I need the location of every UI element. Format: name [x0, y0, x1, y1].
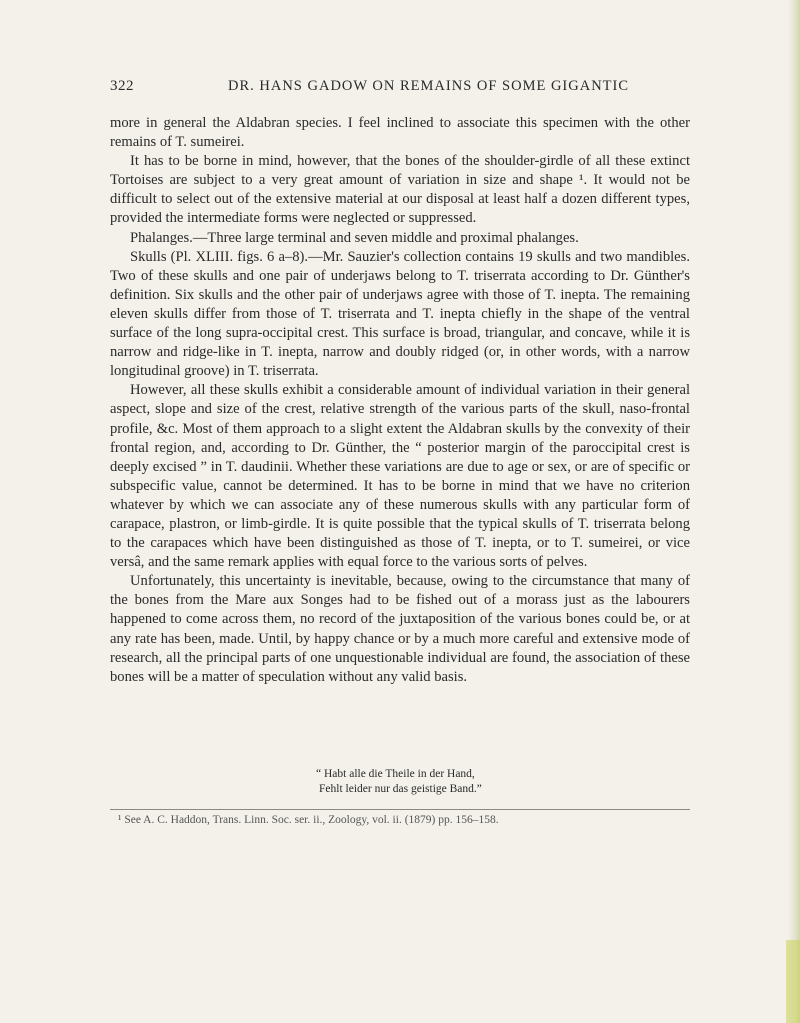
- paragraph: Unfortunately, this uncertainty is inevitable, because, owing to the circumstance that many of the bones from the Mare aux Songes had to be fished out of a morass just as the labourers happened to come across them, no record of the juxtaposition of the various bones could be, or at any rate has been, made. Until, by happy chance or by a much more careful and extensive mode of research, all the principal parts of one unquestionable individual are found, the association of these bones will be a matter of speculation without any valid basis.: [110, 573, 690, 685]
- page-header: [110, 78, 690, 100]
- footnote-divider: [110, 809, 690, 810]
- footnote: ¹ See A. C. Haddon, Trans. Linn. Soc. ser. ii., Zoology, vol. ii. (1879) pp. 156–158.: [118, 814, 499, 826]
- running-title: DR. HANS GADOW ON REMAINS OF SOME GIGANTIC: [228, 78, 630, 94]
- page-edge-stain: [786, 940, 800, 1023]
- page-number: 322: [110, 78, 134, 94]
- paragraph: more in general the Aldabran species. I feel inclined to associate this specimen with the other remains of T. sumeirei.: [110, 115, 690, 151]
- quote-line: “ Habt alle die Theile in der Hand,: [316, 768, 475, 780]
- paragraph: Phalanges.—Three large terminal and seven middle and proximal phalanges.: [130, 229, 579, 246]
- body-text: [110, 114, 690, 687]
- paragraph: However, all these skulls exhibit a considerable amount of individual variation in their general aspect, slope and size of the crest, relative strength of the various parts of the skull, naso-frontal profile, &c. Most of them approach to a slight extent the Aldabran skulls by the convexity of their frontal region, and, according to Dr. Günther, the “ posterior margin of the paroccipital crest is deeply excised ” in T. daudinii. Whether these variations are due to age or sex, or are of specific or subspecific value, cannot be determined. It has to be borne in mind that we have no criterion whatever by which we can associate any of these numerous skulls with any particular form of carapace, plastron, or limb-girdle. It is quite possible that the typical skulls of T. triserrata belong to the carapaces which have been distinguished as those of T. inepta, or to T. sumeirei, or vice versâ, and the same remark applies with equal force to the various sorts of pelves.: [110, 382, 690, 571]
- paragraph: Skulls (Pl. XLIII. figs. 6 a–8).—Mr. Sauzier's collection contains 19 skulls and two mandibles. Two of these skulls and one pair of underjaws belong to T. triserrata according to Dr. Günther's definition. Six skulls and the other pair of underjaws agree with those of T. inepta. The remaining eleven skulls differ from those of T. triserrata and T. inepta chiefly in the shape of the ventral surface of the long supra-occipital crest. This surface is broad, triangular, and concave, while it is narrow and ridge-like in T. inepta, narrow and doubly ridged (or, in other words, with a narrow longitudinal groove) in T. triserrata.: [110, 248, 690, 380]
- quote-line: Fehlt leider nur das geistige Band.”: [319, 783, 482, 795]
- epigraph-quote: [316, 767, 482, 797]
- page-edge-discoloration: [788, 0, 800, 1023]
- paragraph: It has to be borne in mind, however, that the bones of the shoulder-girdle of all these extinct Tortoises are subject to a very great amount of variation in size and shape ¹. It would not be difficult to select out of the extensive material at our disposal at least half a dozen different types, provided the intermediate forms were neglected or suppressed.: [110, 153, 690, 227]
